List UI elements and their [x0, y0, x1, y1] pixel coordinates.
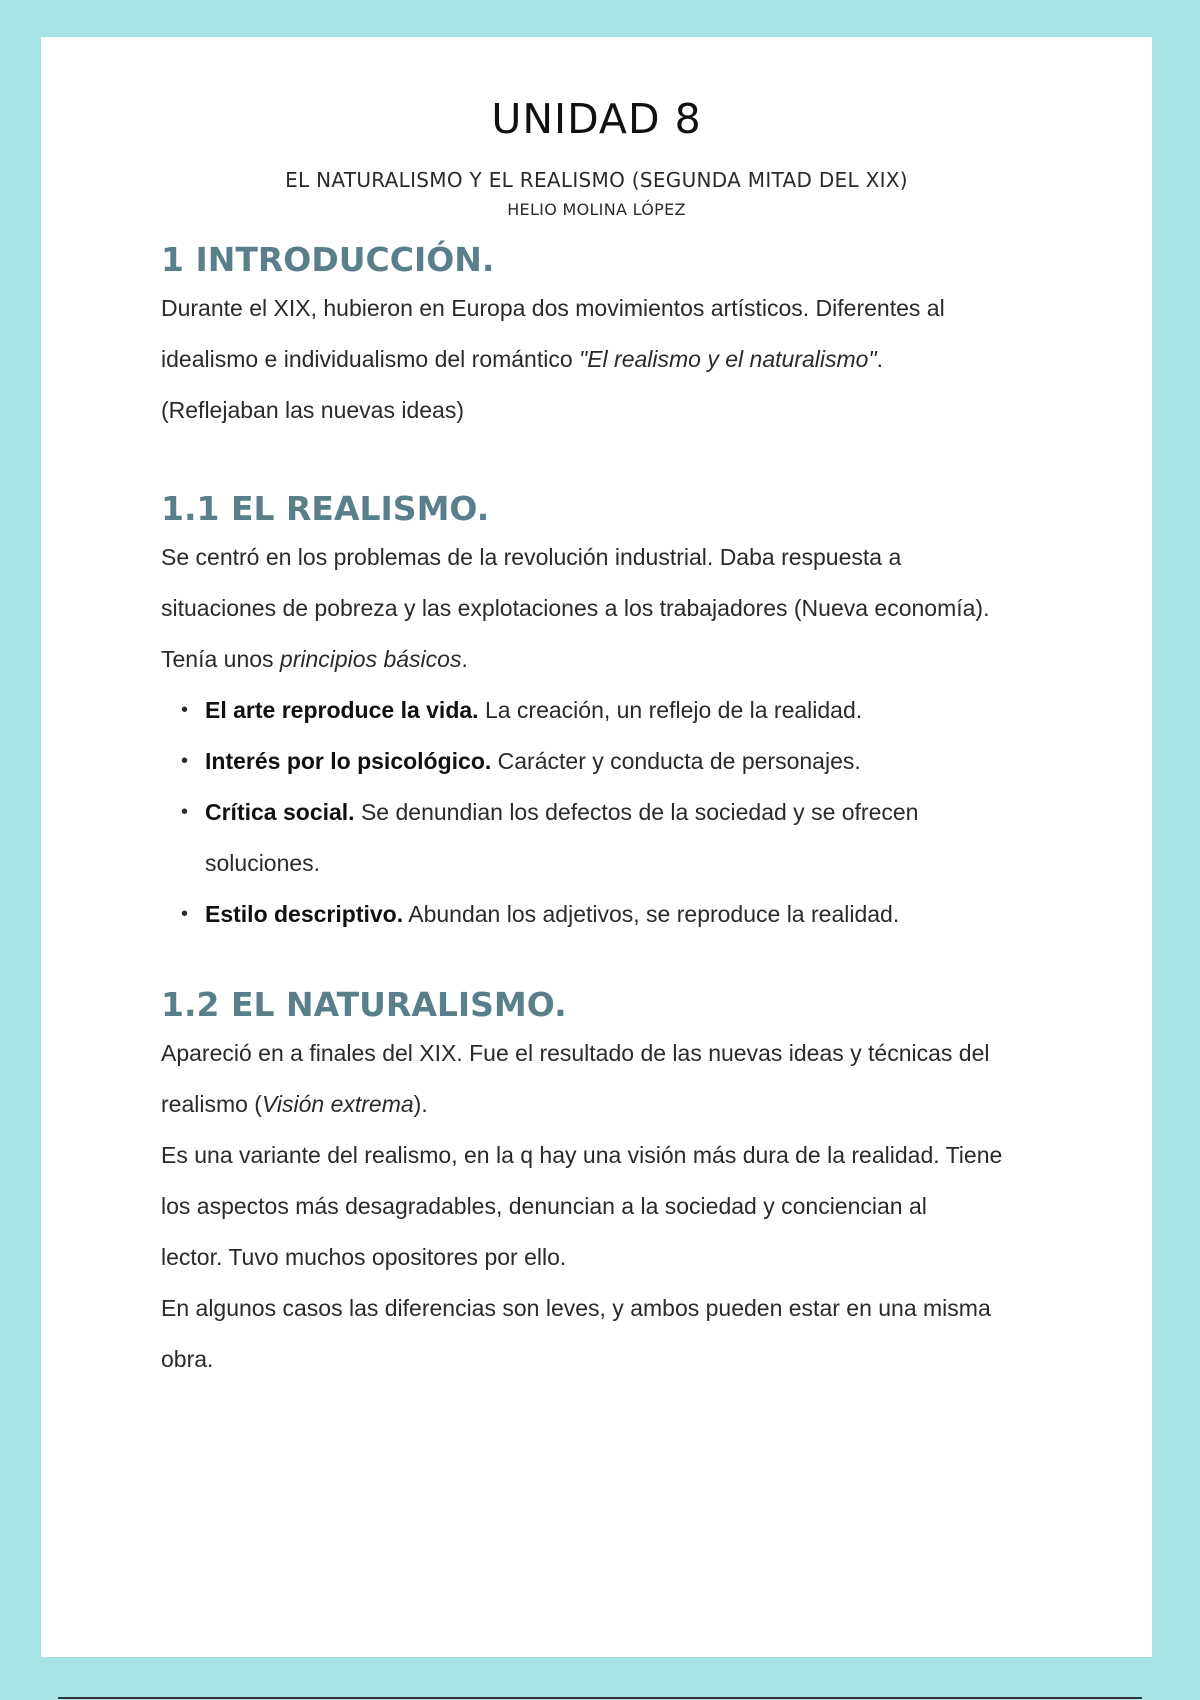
list-item-text: La creación, un reflejo de la realidad. [478, 697, 863, 723]
naturalismo-paragraph-1 [161, 1028, 1032, 1130]
page-subtitle: EL NATURALISMO Y EL REALISMO (SEGUNDA MITAD DEL XIX) [285, 168, 908, 192]
list-item [181, 889, 1032, 940]
list-item-bold: El arte reproduce la vida. [205, 697, 479, 723]
list-item-text: Se denundian los defectos de la sociedad y se ofrecen soluciones. [205, 799, 919, 876]
bullet-icon: • [181, 903, 189, 925]
bottom-divider [58, 1697, 1142, 1699]
list-item-bold: Estilo descriptivo. [205, 901, 404, 927]
intro-line2-end: . [876, 346, 883, 372]
list-item-bold: Interés por lo psicológico. [205, 748, 492, 774]
intro-line1: Durante el XIX, hubieron en Europa dos movimientos artísticos. Diferentes al [161, 295, 945, 321]
naturalismo-p2-line3: lector. Tuvo muchos opositores por ello. [161, 1244, 567, 1270]
intro-line [161, 283, 1032, 436]
naturalismo-p1-line2-text: realismo ( [161, 1091, 262, 1117]
intro-line3: (Reflejaban las nuevas ideas) [161, 397, 465, 423]
realismo-line2: situaciones de pobreza y las explotaciones a los trabajadores (Nueva economía). [161, 595, 990, 621]
naturalismo-p2-line2: los aspectos más desagradables, denuncian a la sociedad y conciencian al [161, 1193, 927, 1219]
list-item-text: Carácter y conducta de personajes. [491, 748, 861, 774]
naturalismo-paragraph-2 [161, 1130, 1032, 1283]
realismo-line3-end: . [461, 646, 468, 672]
list-item-bold: Crítica social. [205, 799, 355, 825]
section-heading-introduccion: 1 INTRODUCCIÓN. [161, 240, 495, 279]
intro-line2-text: idealismo e individualismo del romántico [161, 346, 580, 372]
bullet-icon: • [181, 699, 189, 721]
bullet-icon: • [181, 750, 189, 772]
list-item [181, 787, 1032, 889]
author-name: HELIO MOLINA LÓPEZ [507, 200, 686, 219]
list-item-text: Abundan los adjetivos, se reproduce la realidad. [403, 901, 900, 927]
naturalismo-p3-line2: obra. [161, 1346, 214, 1372]
naturalismo-p1-line2-end: ). [413, 1091, 428, 1117]
list-item [181, 685, 1032, 736]
naturalismo-p3-line1: En algunos casos las diferencias son leves, y ambos pueden estar en una misma [161, 1295, 991, 1321]
page-title: UNIDAD 8 [491, 95, 702, 143]
naturalismo-p1-line1: Apareció en a finales del XIX. Fue el resultado de las nuevas ideas y técnicas del [161, 1040, 990, 1066]
realismo-line1: Se centró en los problemas de la revolución industrial. Daba respuesta a [161, 544, 902, 570]
principios-list [161, 685, 1032, 940]
realismo-line3-emphasis: principios básicos [279, 646, 462, 672]
naturalismo-p2-line1: Es una variante del realismo, en la q hay una visión más dura de la realidad. Tiene [161, 1142, 1003, 1168]
bullet-icon: • [181, 801, 189, 823]
section-heading-realismo: 1.1 EL REALISMO. [161, 489, 490, 528]
document-page [41, 37, 1152, 1657]
realismo-paragraph [161, 532, 1032, 685]
naturalismo-p1-line2-emphasis: Visión extrema [261, 1091, 414, 1117]
realismo-line3-text: Tenía unos [161, 646, 280, 672]
list-item [181, 736, 1032, 787]
intro-line2-emphasis: "El realismo y el naturalismo" [579, 346, 877, 372]
naturalismo-paragraph-3 [161, 1283, 1032, 1385]
section-heading-naturalismo: 1.2 EL NATURALISMO. [161, 985, 567, 1024]
